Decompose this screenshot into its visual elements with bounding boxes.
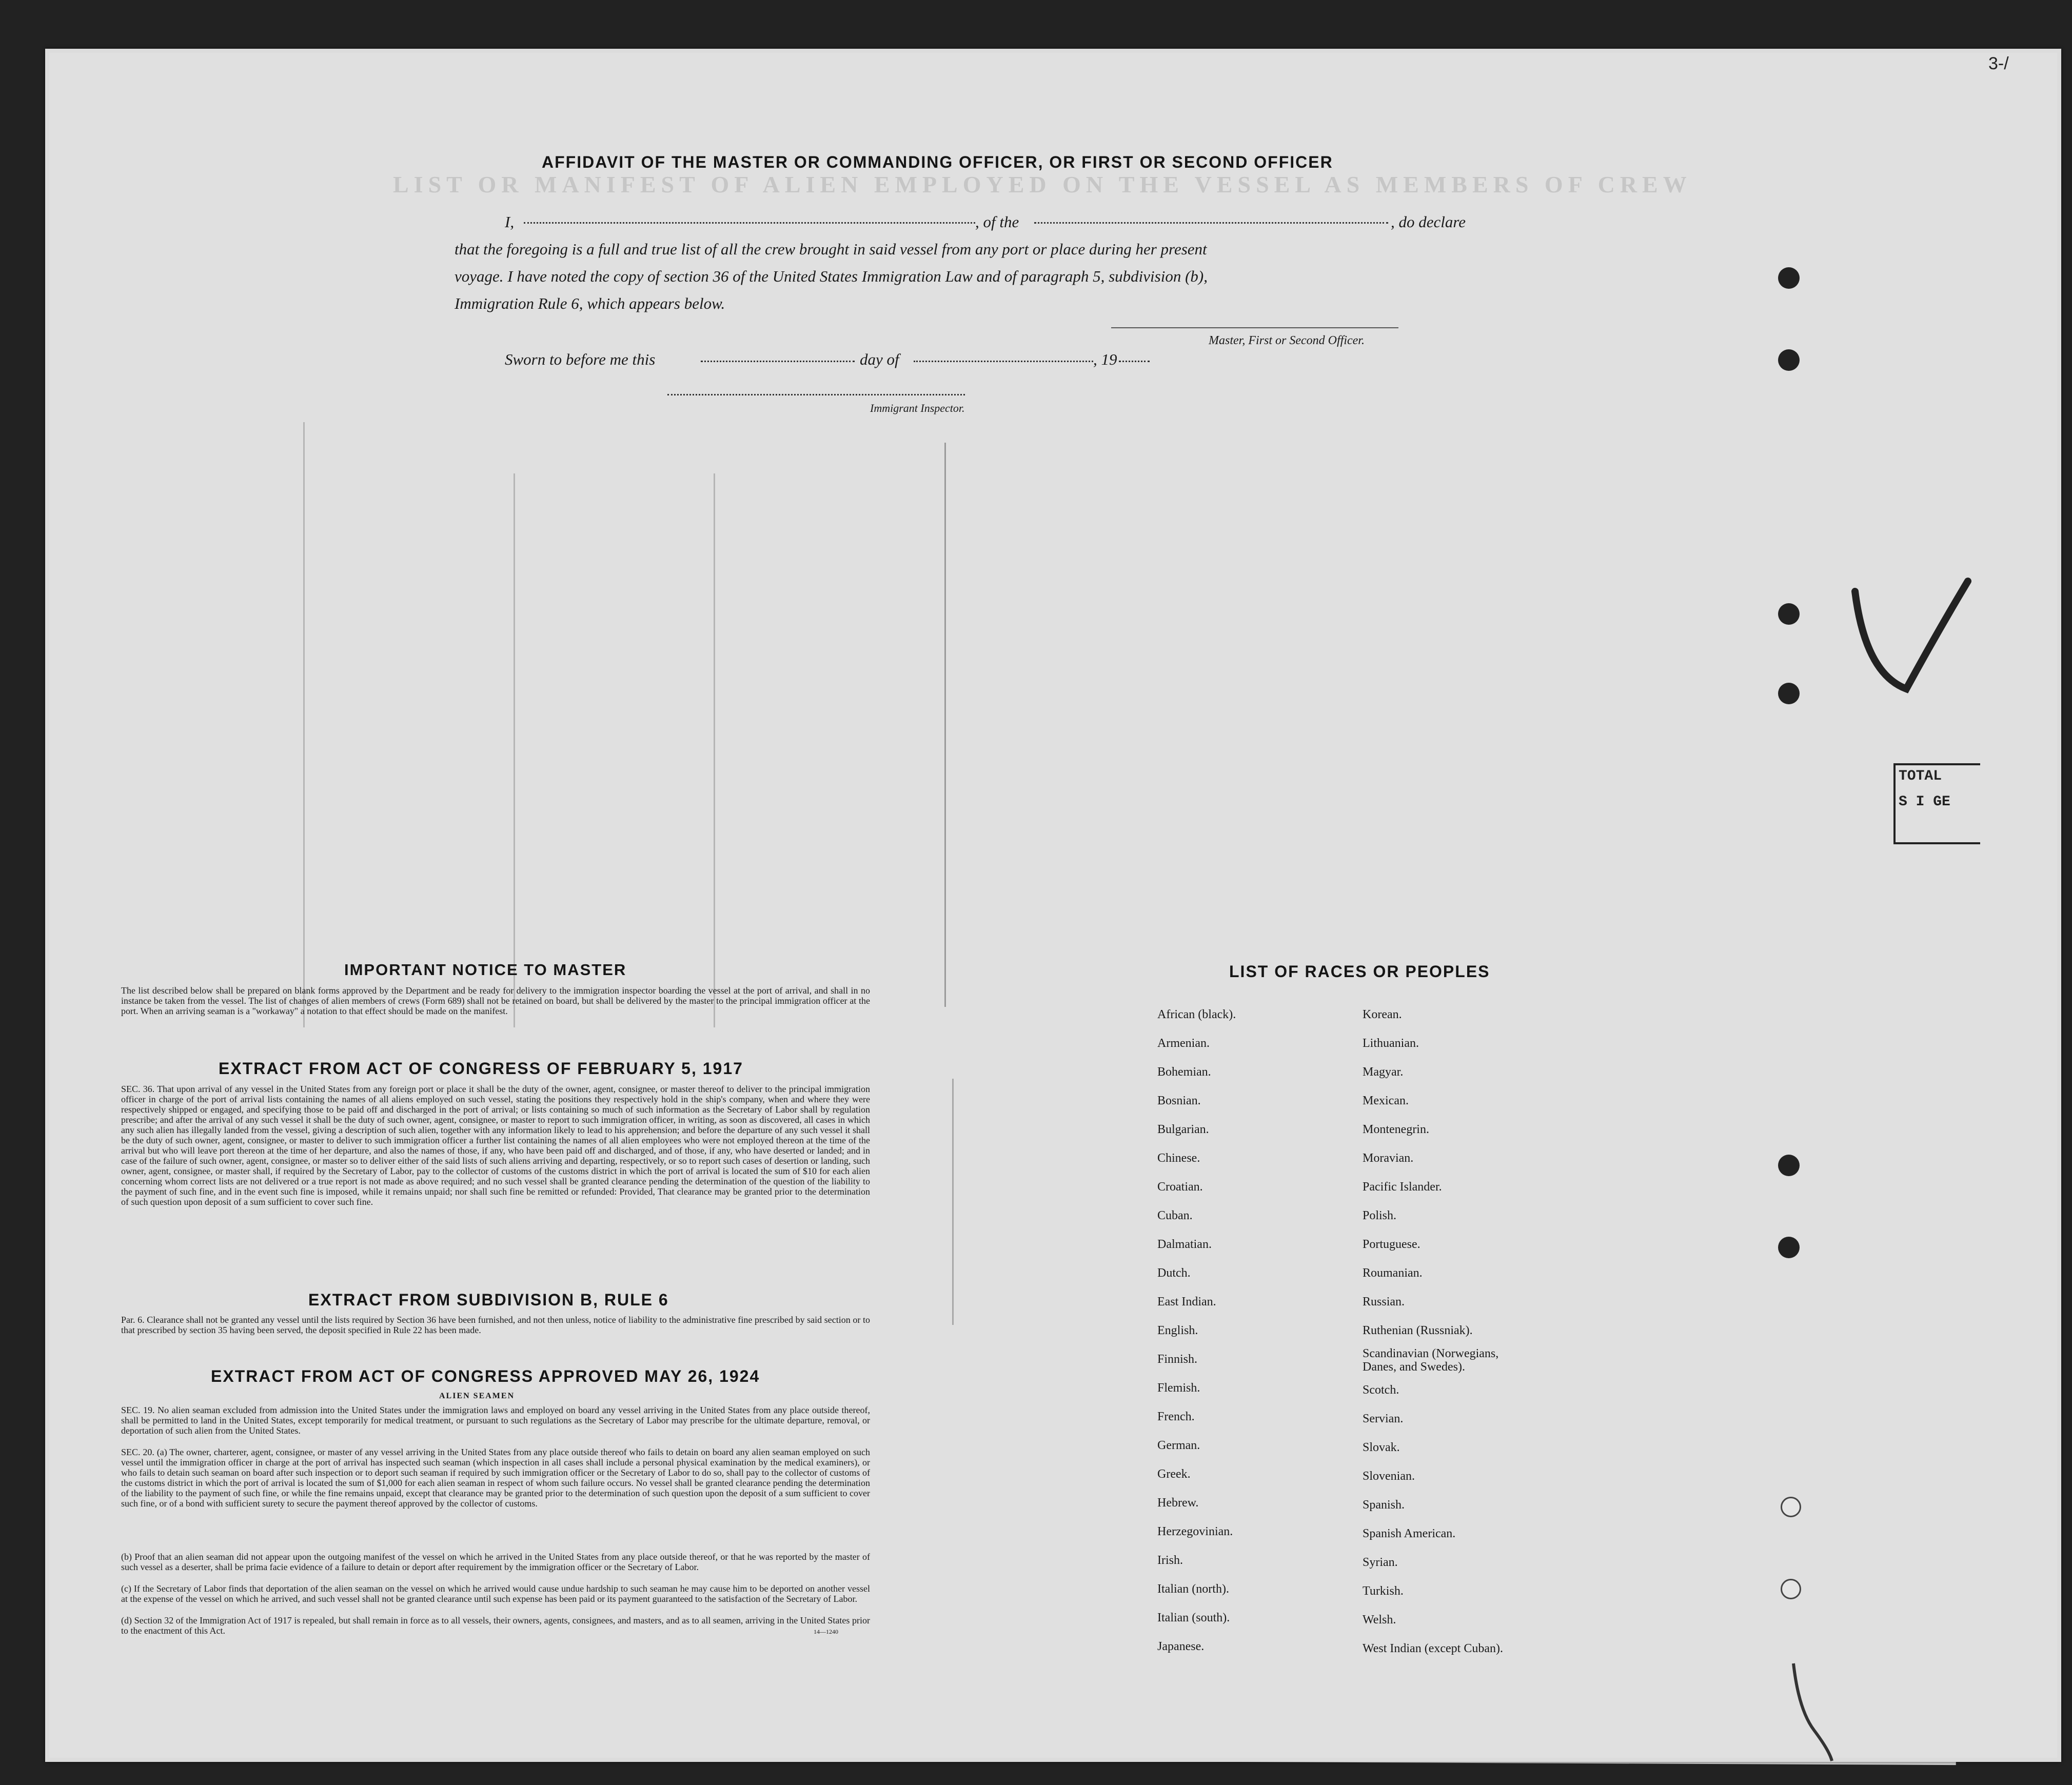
- extract-1924-sec20b: (b) Proof that an alien seaman did not appear upon the outgoing manifest of the vessel on which he arrived in the United States from any place outside thereof, or that he was reported by the master of such vessel as a deserter, shall be prima facie evidence of a failure to detain or deport after requirement by the immigration officer or the Secretary of Labor.: [121, 1552, 870, 1572]
- extract-1924-sec20a: SEC. 20. (a) The owner, charterer, agent, consignee, or master of any vessel arriving in the United States from any place outside thereof who fails to detain on board any alien seaman employed on such vessel until the immigration officer in charge at the port of arrival has inspected such seaman (which inspection in all cases shall include a personal physical examination by the medical examiners), or who fails to detain such seaman on board after such inspection or to deport such seaman if required by such immigration officer or the Secretary of Labor to do so, shall pay to the collector of customs of the customs district in which the port of arrival is located the sum of $1,000 for each alien seaman in respect of whom such failure occurs. No vessel shall be granted clearance pending the determination of the liability to the payment of such fine, or while the fine remains unpaid, except that clearance may be granted prior to the determination of such question upon the deposit of a sum sufficient to cover such fine, or of a bond with sufficient surety to secure the payment thereof approved by the collector of customs.: [121, 1447, 870, 1509]
- ghost-rule: [714, 473, 715, 1027]
- race-item: Roumanian.: [1363, 1266, 1423, 1280]
- race-item: Armenian.: [1157, 1037, 1210, 1050]
- signature-label: Master, First or Second Officer.: [1209, 334, 1365, 347]
- race-item: Montenegrin.: [1363, 1123, 1429, 1136]
- affidavit-of-the-label: , of the: [975, 213, 1019, 231]
- affidavit-i-label: I,: [505, 213, 515, 231]
- race-item: English.: [1157, 1324, 1198, 1337]
- race-item: Hebrew.: [1157, 1496, 1199, 1510]
- punch-hole: [1781, 1579, 1801, 1599]
- ghost-rule: [303, 422, 305, 1027]
- signature-line: [1111, 327, 1398, 328]
- race-item: Spanish American.: [1363, 1527, 1456, 1540]
- race-item: Ruthenian (Russniak).: [1363, 1324, 1473, 1337]
- race-item: Japanese.: [1157, 1640, 1205, 1653]
- race-item: German.: [1157, 1439, 1200, 1452]
- document-page: [45, 49, 2061, 1762]
- punch-hole: [1778, 1237, 1800, 1258]
- master-name-line: [524, 222, 975, 224]
- bleedthrough-title: LIST OR MANIFEST OF ALIEN EMPLOYED ON THE VESSEL AS MEMBERS OF CREW: [393, 171, 1692, 197]
- extract-rule6-body: Par. 6. Clearance shall not be granted any vessel until the lists required by Section 36 have been furnished, and not then unless, notice of liability to the administrative fine prescribed by said section or to that prescribed by section 35 having been served, the deposit specified in Rule 22 has been made.: [121, 1315, 870, 1335]
- race-item: Chinese.: [1157, 1152, 1200, 1165]
- race-item: East Indian.: [1157, 1295, 1216, 1308]
- race-item: Slovak.: [1363, 1441, 1400, 1454]
- race-item: Scotch.: [1363, 1383, 1399, 1397]
- race-item: Dalmatian.: [1157, 1238, 1212, 1251]
- inspector-signature-line: [667, 394, 965, 395]
- race-item: Bulgarian.: [1157, 1123, 1209, 1136]
- affidavit-declare-label: , do declare: [1391, 213, 1466, 231]
- race-item: West Indian (except Cuban).: [1363, 1642, 1503, 1655]
- extract-1917-body: SEC. 36. That upon arrival of any vessel in the United States from any foreign port or place it shall be the duty of the owner, agent, consignee, or master thereof to deliver to the principal immigration officer in charge of the port of arrival lists containing the names of all aliens employed on such vessel, stating the positions they respectively hold in the ship's company, when and where they were respectively shipped or engaged, and specifying those to be paid off and discharged in the port of arrival; or lists containing so much of such information as the Secretary of Labor shall by regulation prescribe; and after the arrival of any such vessel it shall be the duty of such owner, agent, consignee, or master to report to such immigration officer, in writing, as soon as discovered, all cases in which any such alien has illegally landed from the vessel, giving a description of such alien, together with any information likely to lead to his apprehension; and before the departure of any such vessel it shall be the duty of such owner, agent, consignee, or master to deliver to such immigration officer a further list containing the names of all alien employees who were not employed thereon at the time of the arrival but who will leave port thereon at the time of her departure, and also the names of those, if any, who have been paid off and discharged, and of those, if any, who have deserted or landed; and in case of the failure of such owner, agent, consignee, or master so to deliver either of the said lists of such aliens arriving and departing, respectively, or so to report such cases of desertion or landing, such owner, agent, consignee, or master shall, if required by the Secretary of Labor, pay to the collector of customs of the customs district in which the port of arrival is located the sum of $10 for each alien concerning whom correct lists are not delivered or a true report is not made as above required; and no such vessel shall be granted clearance pending the determination of the question of the liability to the payment of such fine, and in the event such fine is imposed, while it remains unpaid; nor shall such fine be remitted or refunded: Provided, That clearance may be granted prior to the determination of such question upon deposit of a sum sufficient to cover such fine.: [121, 1084, 870, 1207]
- race-item: Pacific Islander.: [1363, 1180, 1442, 1194]
- races-title: LIST OF RACES OR PEOPLES: [1229, 962, 1490, 981]
- affidavit-title: AFFIDAVIT OF THE MASTER OR COMMANDING OFFICER, OR FIRST OR SECOND OFFICER: [542, 153, 1333, 171]
- race-item: Herzegovinian.: [1157, 1525, 1233, 1538]
- race-item: Polish.: [1363, 1209, 1397, 1222]
- handwritten-checkmark: [1845, 571, 1978, 725]
- race-item: Mexican.: [1363, 1094, 1409, 1107]
- punch-hole: [1781, 1497, 1801, 1517]
- race-item: Portuguese.: [1363, 1238, 1420, 1251]
- extract-1924-subtitle: ALIEN SEAMEN: [439, 1392, 515, 1400]
- stamp-line-2: S I GE: [1899, 794, 1950, 810]
- affidavit-line-2: that the foregoing is a full and true list of all the crew brought in said vessel from any port or place during her present: [455, 240, 1207, 258]
- extract-1924-sec20c: (c) If the Secretary of Labor finds that deportation of the alien seaman on the vessel on which he arrived would cause undue hardship to such seaman he may cause him to be deported on another vessel at the expense of the vessel on which he arrived, and such vessel shall not be granted clearance until such expense has been paid or its payment guaranteed to the satisfaction of the Secretary of Labor.: [121, 1583, 870, 1604]
- ghost-rule: [952, 1079, 954, 1325]
- races-left-column: [1157, 1000, 1236, 1661]
- race-item: Flemish.: [1157, 1381, 1200, 1395]
- sworn-label: Sworn to before me this: [505, 350, 656, 368]
- stamp-line-1: TOTAL: [1899, 768, 1942, 784]
- race-item: Bohemian.: [1157, 1065, 1211, 1079]
- race-item: Irish.: [1157, 1554, 1183, 1567]
- extract-1917-title: EXTRACT FROM ACT OF CONGRESS OF FEBRUARY 5, 1917: [219, 1059, 743, 1078]
- ghost-rule: [944, 443, 946, 1007]
- race-item: Dutch.: [1157, 1266, 1191, 1280]
- extract-1924-sec20d: (d) Section 32 of the Immigration Act of 1917 is repealed, but shall remain in force as to all vessels, their owners, agents, consignees, and masters, and as to all seamen, arriving in the United States prior to the enactment of this Act.: [121, 1615, 870, 1636]
- race-item: Croatian.: [1157, 1180, 1203, 1194]
- race-item: Slovenian.: [1363, 1470, 1415, 1483]
- race-item: Russian.: [1363, 1295, 1405, 1308]
- race-item: Moravian.: [1363, 1152, 1414, 1165]
- race-item: French.: [1157, 1410, 1195, 1423]
- race-item: Finnish.: [1157, 1353, 1198, 1366]
- race-item: Lithuanian.: [1363, 1037, 1419, 1050]
- race-item: Magyar.: [1363, 1065, 1404, 1079]
- race-item: Scandinavian (Norwegians, Danes, and Swedes).: [1363, 1347, 1499, 1374]
- page-surface: [49, 53, 2057, 1758]
- vessel-name-line: [1034, 222, 1388, 224]
- affidavit-line-4: Immigration Rule 6, which appears below.: [455, 294, 725, 312]
- notice-body: The list described below shall be prepared on blank forms approved by the Department and be ready for delivery to the immigration inspector boarding the vessel at the port of arrival, and shall in no instance be taken from the vessel. The list of changes of alien members of crews (Form 689) shall not be retained on board, but shall be delivered by the master to the principal immigration officer at the port. When an arriving seaman is a "workaway" a notation to that effect should be made on the manifest.: [121, 985, 870, 1016]
- sworn-year-label: , 19: [1093, 350, 1117, 368]
- race-item: Servian.: [1363, 1412, 1404, 1425]
- inspector-label: Immigrant Inspector.: [870, 402, 965, 414]
- punch-hole: [1778, 683, 1800, 704]
- extract-1924-title: EXTRACT FROM ACT OF CONGRESS APPROVED MAY 26, 1924: [211, 1367, 760, 1385]
- notice-title: IMPORTANT NOTICE TO MASTER: [344, 961, 627, 979]
- race-item: Welsh.: [1363, 1613, 1396, 1627]
- handwritten-number-mark: [1783, 1658, 1845, 1766]
- ghost-rule: [514, 473, 515, 1027]
- sworn-day-line: [701, 361, 855, 362]
- sworn-day-of-label: day of: [860, 350, 899, 368]
- races-right-column: [1363, 1000, 1516, 1663]
- extract-rule6-title: EXTRACT FROM SUBDIVISION B, RULE 6: [308, 1291, 669, 1309]
- punch-hole: [1778, 349, 1800, 371]
- extract-1924-sec19: SEC. 19. No alien seaman excluded from admission into the United States under the immigration laws and employed on board any vessel arriving in the United States from any place outside thereof, shall be permitted to land in the United States, except temporarily for medical treatment, or pursuant to such regulations as the Secretary of Labor may prescribe for the ultimate departure, removal, or deportation of such alien from the United States.: [121, 1405, 870, 1436]
- race-item: Cuban.: [1157, 1209, 1193, 1222]
- race-item: Greek.: [1157, 1467, 1191, 1481]
- race-item: African (black).: [1157, 1008, 1236, 1021]
- sworn-year-line: [1119, 361, 1150, 362]
- race-item: Turkish.: [1363, 1584, 1404, 1598]
- punch-hole: [1778, 1155, 1800, 1176]
- race-item: Italian (north).: [1157, 1582, 1229, 1596]
- race-item: Italian (south).: [1157, 1611, 1230, 1624]
- punch-hole: [1778, 603, 1800, 625]
- affidavit-line-3: voyage. I have noted the copy of section 36 of the United States Immigration Law and of paragraph 5, subdivision (b),: [455, 267, 1208, 285]
- race-item: Bosnian.: [1157, 1094, 1201, 1107]
- race-item: Korean.: [1363, 1008, 1402, 1021]
- corner-page-mark: 3-/: [1988, 54, 2009, 73]
- race-item: Spanish.: [1363, 1498, 1405, 1512]
- sworn-month-line: [914, 361, 1093, 362]
- form-number: 14—1240: [814, 1628, 838, 1635]
- punch-hole: [1778, 267, 1800, 289]
- race-item: Syrian.: [1363, 1556, 1398, 1569]
